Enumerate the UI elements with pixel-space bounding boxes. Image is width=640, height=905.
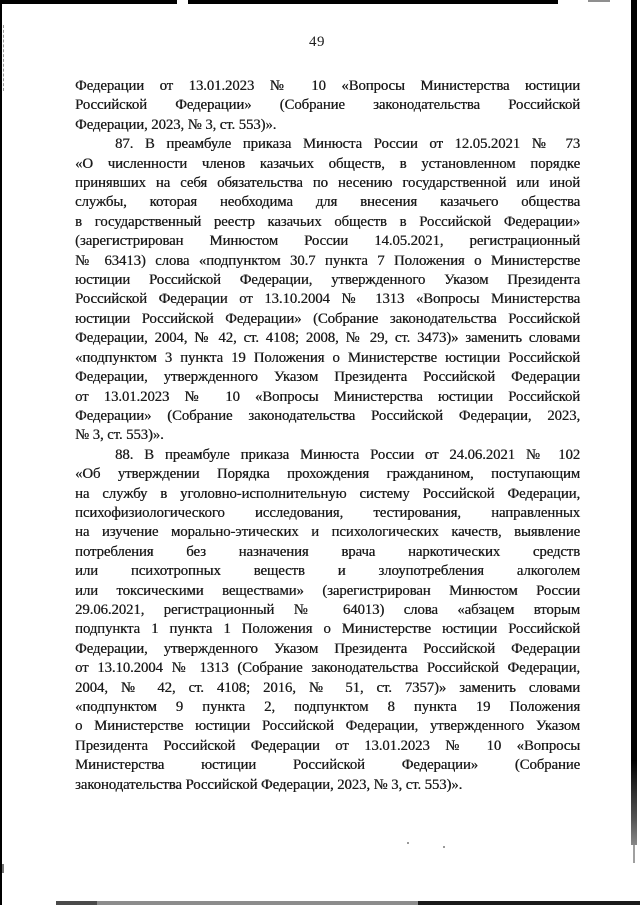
scan-edge-top-notch bbox=[177, 0, 188, 4]
text-line: № 3, ст. 553)». bbox=[75, 427, 164, 444]
text-line: «Об утверждении Порядка прохождения гражданином, поступающим bbox=[75, 466, 580, 483]
scan-edge-right-tail bbox=[633, 845, 635, 863]
text-line: 87. В преамбуле приказа Минюста России от 12.05.2021 № 73 bbox=[115, 136, 580, 153]
document-body bbox=[75, 77, 580, 795]
text-line: Российской Федерации от 13.10.2004 № 1313 «Вопросы Министерства bbox=[75, 291, 580, 308]
text-line: принявших на себя обязательства по несению государственной или иной bbox=[75, 175, 580, 192]
text-line: юстиции Российской Федерации, утвержденного Указом Президента bbox=[75, 272, 580, 289]
text-line: юстиции Российской Федерации» (Собрание законодательства Российской bbox=[75, 310, 580, 327]
text-line: или психотропных веществ и злоупотребления алкоголем bbox=[75, 563, 580, 580]
scan-speck bbox=[443, 846, 445, 848]
text-line: 88. В преамбуле приказа Минюста России от 24.06.2021 № 102 bbox=[115, 446, 580, 463]
paragraph bbox=[75, 135, 580, 446]
text-line: или токсическими веществами» (зарегистрирован Минюстом России bbox=[75, 582, 580, 599]
text-line: 2004, № 42, ст. 4108; 2016, № 51, ст. 7357)» заменить словами bbox=[75, 679, 580, 696]
text-line: Федерации от 13.01.2023 № 10 «Вопросы Министерства юстиции bbox=[75, 78, 580, 94]
scan-edge-bottom bbox=[56, 901, 640, 905]
text-line: о Министерстве юстиции Российской Федерации, утвержденного Указом bbox=[75, 718, 580, 735]
text-line: Российской Федерации» (Собрание законодательства Российской bbox=[75, 97, 580, 114]
text-line: потребления без назначения врача наркотических средств bbox=[75, 543, 580, 560]
text-line: Президента Российской Федерации от 13.01.2023 № 10 «Вопросы bbox=[75, 737, 580, 754]
scan-edge-top-dash bbox=[588, 0, 610, 2]
text-line: Министерства юстиции Российской Федерации» (Собрание bbox=[75, 757, 580, 774]
text-line: от 13.10.2004 № 1313 (Собрание законодательства Российской Федерации, bbox=[75, 660, 580, 677]
text-line: подпункта 1 пункта 1 Положения о Министерстве юстиции Российской bbox=[75, 621, 580, 638]
scan-edge-left bbox=[0, 0, 2, 905]
paragraph bbox=[75, 77, 580, 135]
text-line: (зарегистрирован Минюстом России 14.05.2021, регистрационный bbox=[75, 233, 580, 250]
text-line: 29.06.2021, регистрационный № 64013) слова «абзацем вторым bbox=[75, 601, 580, 618]
scan-speck bbox=[407, 842, 409, 844]
text-line: Федерации, 2004, № 42, ст. 4108; 2008, № 29, ст. 3473)» заменить словами bbox=[75, 330, 580, 347]
text-line: № 63413) слова «подпунктом 30.7 пункта 7 Положения о Министерстве bbox=[75, 252, 580, 269]
paragraph bbox=[75, 446, 580, 795]
text-line: психофизиологического исследования, тестирования, направленных bbox=[75, 504, 580, 521]
text-line: на службу в уголовно-исполнительную систему Российской Федерации, bbox=[75, 485, 580, 502]
text-line: «О численности членов казачьих обществ, в установленном порядке bbox=[75, 155, 580, 172]
text-line: Федерации, 2023, № 3, ст. 553)». bbox=[75, 116, 277, 133]
text-line: Федерации» (Собрание законодательства Российской Федерации, 2023, bbox=[75, 407, 580, 424]
text-line: в государственный реестр казачьих обществ в Российской Федерации» bbox=[75, 213, 580, 230]
text-line: на изучение морально-этических и психологических качеств, выявление bbox=[75, 524, 580, 541]
text-line: службы, которая необходима для внесения казачьего общества bbox=[75, 194, 580, 211]
scan-edge-top bbox=[0, 0, 558, 4]
scan-edge-right bbox=[631, 0, 637, 845]
text-line: от 13.01.2023 № 10 «Вопросы Министерства юстиции Российской bbox=[75, 388, 580, 405]
scan-edge-left-tick bbox=[2, 864, 4, 873]
text-line: «подпунктом 3 пункта 19 Положения о Министерстве юстиции Российской bbox=[75, 349, 580, 366]
text-line: Федерации, утвержденного Указом Президента Российской Федерации bbox=[75, 640, 580, 657]
text-line: «подпунктом 9 пункта 2, подпунктом 8 пункта 19 Положения bbox=[75, 699, 580, 715]
text-line: Федерации, утвержденного Указом Президента Российской Федерации bbox=[75, 369, 580, 386]
text-line: законодательства Российской Федерации, 2023, № 3, ст. 553)». bbox=[75, 776, 463, 793]
page-number: 49 bbox=[309, 34, 325, 50]
